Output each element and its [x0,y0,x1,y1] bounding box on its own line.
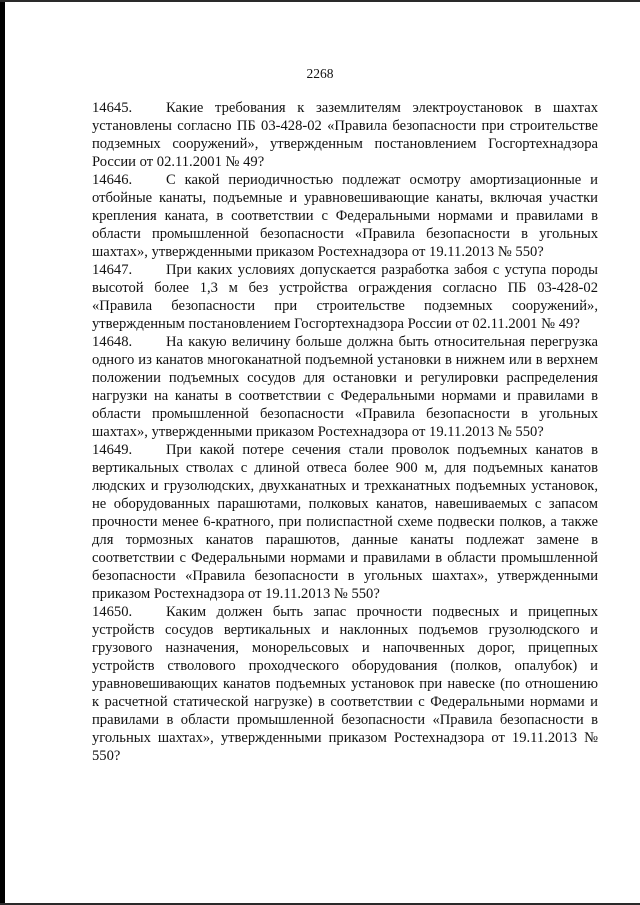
question-number: 14650. [92,604,133,620]
question-number: 14649. [92,442,133,458]
question-item [92,603,598,765]
question-text: Каким должен быть запас прочности подвесных и прицепных устройств сосудов вертикальных и наклонных подъемов грузолюдского и грузового назначения, монорельсовых и напочвенных дорог, прицепных устройств стволового проходческого оборудования (полков, опалубок) и уравновешивающих канатов подъемных установок при навеске (по отношению к расчетной статической нагрузке) в соответствии с Федеральными нормами и правилами в области промышленной безопасности «Правила безопасности в угольных шахтах», утвержденными приказом Ростехнадзора от 19.11.2013 № 550? [92,604,598,764]
scan-edge-left [0,0,5,905]
question-text: На какую величину больше должна быть относительная перегрузка одного из канатов многоканатной подъемной установки в нижнем или в верхнем положении подъемных сосудов для остановки и регулировки распределения нагрузки на канаты в соответствии с Федеральными нормами и правилами в области промышленной безопасности «Правила безопасности в угольных шахтах», утвержденными приказом Ростехнадзора от 19.11.2013 № 550? [92,334,598,440]
scan-edge-top [0,0,640,2]
question-number: 14645. [92,100,133,116]
question-number: 14648. [92,334,133,350]
question-text: При каких условиях допускается разработка забоя с уступа породы высотой более 1,3 м без устройства ограждения согласно ПБ 03-428-02 «Правила безопасности при строительстве подземных сооружений», утвержденным постановлением Госгортехнадзора России от 02.11.2001 № 49? [92,262,598,332]
question-number: 14646. [92,172,133,188]
question-number: 14647. [92,262,133,278]
question-item [92,99,598,171]
question-item [92,333,598,441]
question-text: Какие требования к заземлителям электроустановок в шахтах установлены согласно ПБ 03-428-02 «Правила безопасности при строительстве подземных сооружений», утвержденным постановлением Госгортехнадзора России от 02.11.2001 № 49? [92,100,598,170]
page-number: 2268 [306,66,334,81]
question-item [92,441,598,603]
question-text: С какой периодичностью подлежат осмотру амортизационные и отбойные канаты, подъемные и уравновешивающие канаты, включая участки крепления каната, в соответствии с Федеральными нормами и правилами в области промышленной безопасности «Правила безопасности в угольных шахтах», утвержденными приказом Ростехнадзора от 19.11.2013 № 550? [92,172,598,260]
question-text: При какой потере сечения стали проволок подъемных канатов в вертикальных стволах с длиной отвеса более 900 м, для подъемных канатов людских и грузолюдских, двухканатных и трехканатных подъемных установок, не оборудованных парашютами, полковых канатов, навешиваемых с запасом прочности менее 6-кратного, при полиспастной схеме подвески полков, а также для тормозных канатов парашютов, данные канаты подлежат замене в соответствии с Федеральными нормами и правилами в области промышленной безопасности «Правила безопасности в угольных шахтах», утвержденными приказом Ростехнадзора от 19.11.2013 № 550? [92,442,598,602]
question-item [92,171,598,261]
question-list [92,99,598,765]
question-item [92,261,598,333]
